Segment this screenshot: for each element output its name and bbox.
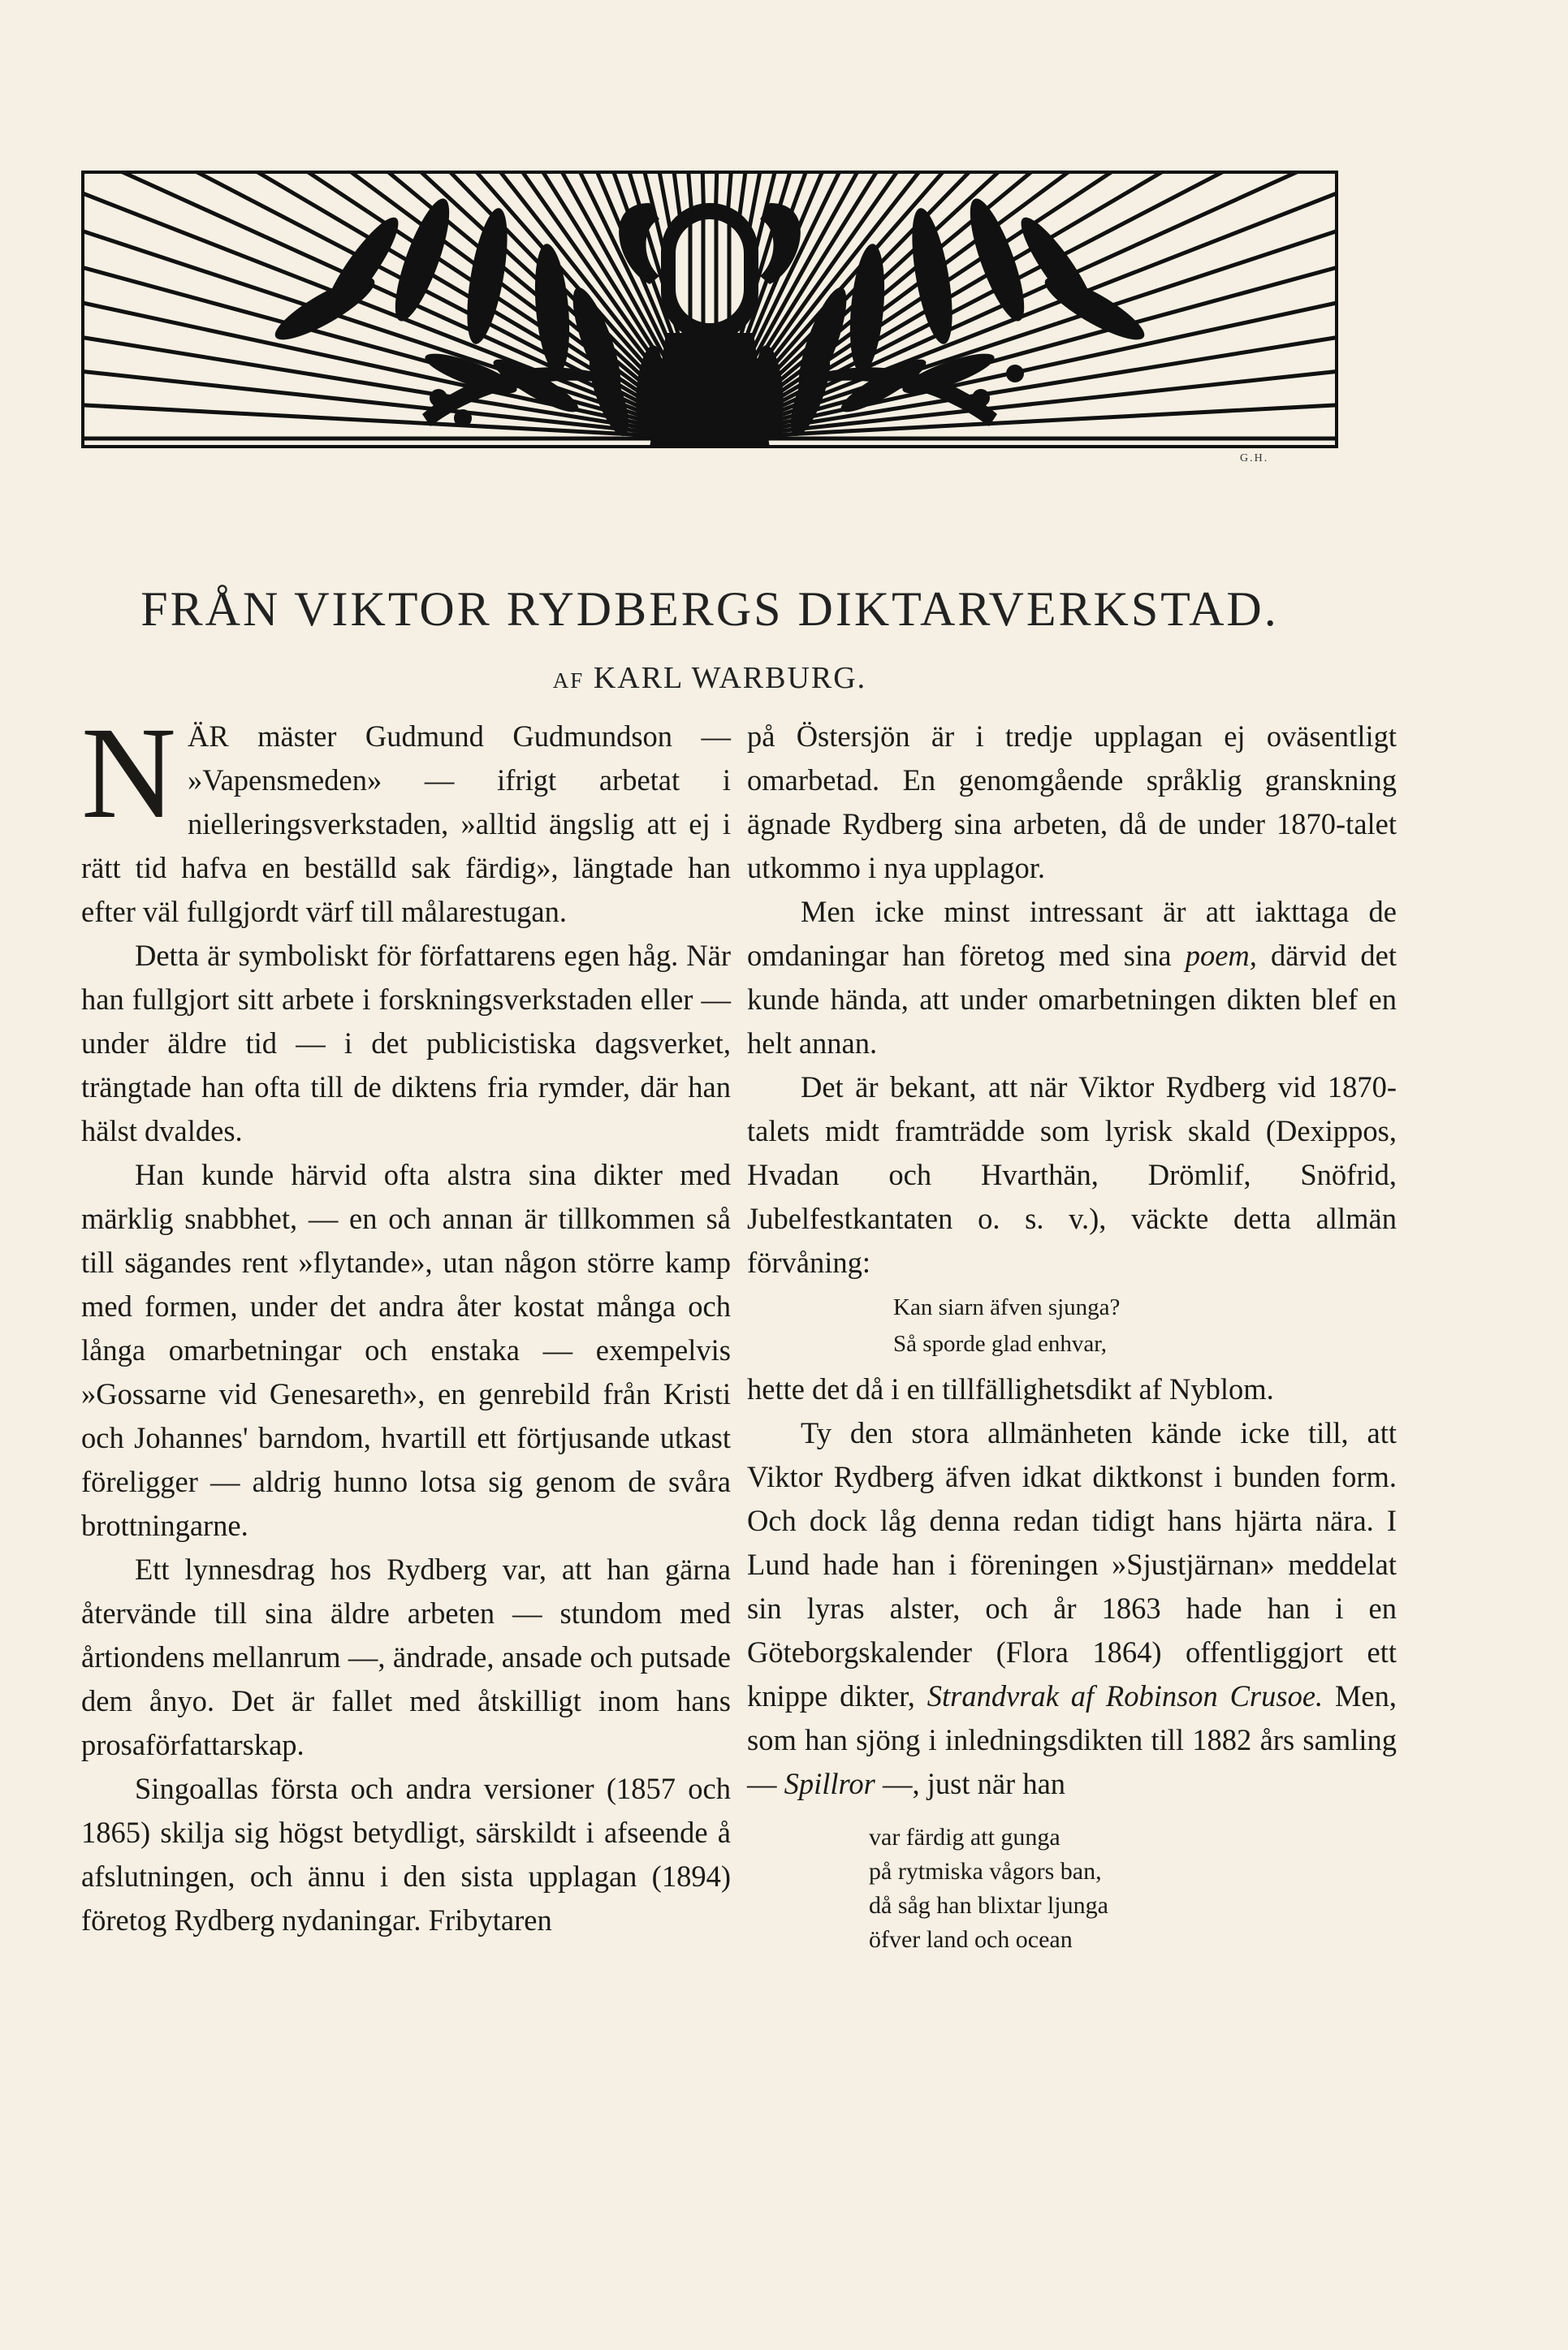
emphasis: poem,	[1185, 939, 1257, 972]
emphasis: Spillror	[784, 1767, 875, 1800]
emphasis: Strandvrak af Robinson Crusoe.	[927, 1679, 1324, 1713]
paragraph: Det är bekant, att när Viktor Rydberg vid 1870-talets midt framträdde som lyrisk skald (Dexippos, Hvadan och Hvarthän, Drömlif, Snöfrid, Jubelfestkantaten o. s. v.), väckte detta allmän förvåning:	[747, 1070, 1397, 1279]
paragraph-text: ÄR mäster Gudmund Gudmundson — »Vapensmeden» — ifrigt arbetat i nielleringsverkstaden, »alltid ängslig att ej i rätt tid hafva en beställd sak färdig», längtade han efter väl fullgjordt värf till målarestugan.	[81, 719, 731, 928]
illustrator-signature: G.H.	[1240, 452, 1269, 464]
article-title: FRÅN VIKTOR RYDBERGS DIKTARVERKSTAD.	[140, 582, 1279, 636]
paragraph: Detta är symboliskt för författarens egen håg. När han fullgjort sitt arbete i forskningsverkstaden eller — under äldre tid — i det publicistiska dagsverket, trängtade han ofta till de diktens fria rymder, där han hälst dvaldes.	[81, 939, 731, 1147]
lyre-illustration-icon	[81, 171, 1338, 448]
paragraph: på Östersjön är i tredje upplagan ej oväsentligt omarbetad. En genomgående språklig granskning ägnade Rydberg sina arbeten, då de under 1870-talet utkommo i nya upplagor.	[747, 719, 1397, 884]
paragraph: Han kunde härvid ofta alstra sina dikter med märklig snabbhet, — en och annan är tillkommen så till sägandes rent »flytande», utan någon större kamp med formen, under det andra åter kostat många och långa omarbetningar och enstaka — exempelvis »Gossarne vid Genesareth», en genrebild från Kristi och Johannes' barndom, hvartill ett förtjusande utkast föreligger — aldrig hunno lotsa sig genom de svåra brottningarne.	[81, 1158, 731, 1542]
paragraph	[81, 701, 731, 934]
byline-prefix: AF	[552, 668, 585, 693]
lyre-laurel-banner	[81, 171, 1338, 448]
paragraph: Ett lynnesdrag hos Rydberg var, att han gärna återvände till sina äldre arbeten — stundom med årtiondens mellanrum —, ändrade, ansade och putsade dem ånyo. Det är fallet med åtskilligt inom hans prosaförfattarskap.	[81, 1553, 731, 1761]
byline	[81, 660, 1338, 696]
paragraph: hette det då i en tillfällighetsdikt af Nyblom.	[747, 1372, 1274, 1406]
paragraph-text: Men icke minst intressant är att iakttaga de omdaningar han företog med sina	[747, 895, 1397, 972]
verse-line: då såg han blixtar ljunga	[869, 1892, 1108, 1919]
verse-line: var färdig att gunga	[869, 1824, 1060, 1851]
left-column	[81, 701, 731, 1942]
drop-cap: N	[81, 701, 176, 846]
paragraph	[747, 890, 1397, 1065]
verse-quote	[869, 1821, 1397, 1957]
byline-author: KARL WARBURG.	[593, 661, 867, 695]
verse-quote	[893, 1289, 1397, 1363]
verse-line: öfver land och ocean	[869, 1926, 1073, 1953]
paragraph-text: därvid det kunde hända, att under omarbetningen dikten blef en helt annan.	[747, 939, 1397, 1060]
paragraph-text: Ty den stora allmänheten kände icke till, att Viktor Rydberg äfven idkat diktkonst i bunden form. Och dock låg denna redan tidigt hans hjärta nära. I Lund hade han i föreningen »Sjustjärnan» meddelat sin lyras alster, och år 1863 hade han i en Göteborgskalender (Flora 1864) offentliggjort ett knippe dikter,	[747, 1416, 1397, 1713]
verse-line: på rytmiska vågors ban,	[869, 1858, 1102, 1885]
paragraph: Singoallas första och andra versioner (1857 och 1865) skilja sig högst betydligt, särskildt i afseende å afslutningen, och ännu i den sista upplagan (1894) företog Rydberg nydaningar. Fribytaren	[81, 1772, 731, 1937]
verse-line: Kan siarn äfven sjunga?	[893, 1294, 1121, 1320]
right-column	[747, 715, 1397, 1957]
paragraph-text: Men, som han sjöng i inledningsdikten till 1882 års samling —	[747, 1679, 1397, 1800]
paragraph-text: —, just när han	[875, 1767, 1066, 1800]
verse-line: Så sporde glad enhvar,	[893, 1331, 1107, 1357]
paragraph	[747, 1411, 1397, 1806]
